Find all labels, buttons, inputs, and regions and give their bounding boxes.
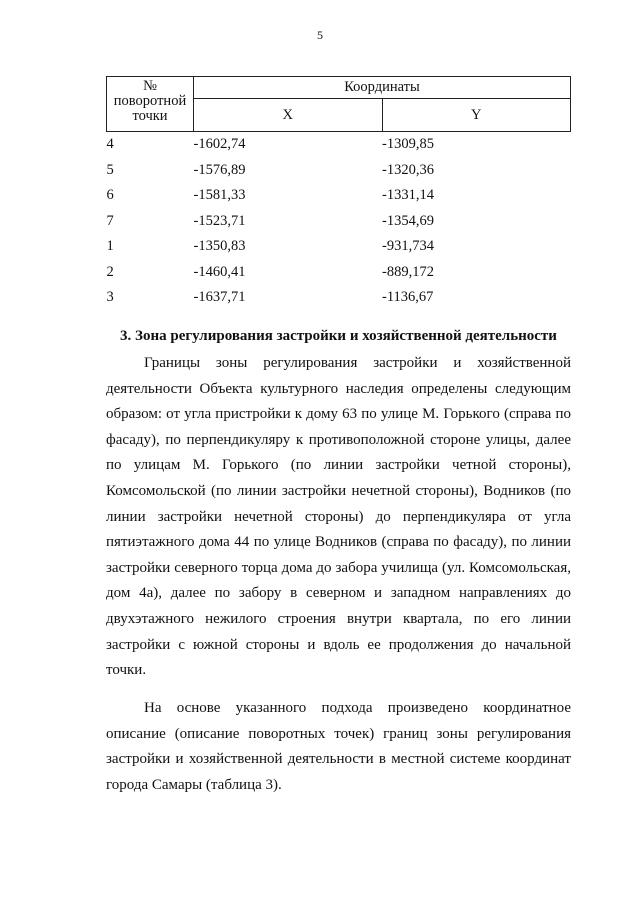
x-value: -1576,89: [193, 161, 246, 178]
x-value: -1460,41: [193, 263, 246, 280]
table-row: [107, 234, 571, 260]
x-value: -1581,33: [193, 187, 246, 204]
section-heading: 3. Зона регулирования застройки и хозяйственной деятельности: [120, 328, 557, 344]
table-row: [107, 209, 571, 235]
y-value: -1354,69: [382, 212, 434, 229]
table-row: [107, 158, 571, 184]
coordinates-header: Координаты: [194, 77, 571, 99]
y-value: -931,734: [382, 238, 434, 255]
y-value: -1136,67: [382, 289, 434, 306]
point-number: 3: [106, 289, 114, 306]
point-number: 4: [106, 136, 114, 153]
y-header: Y: [382, 99, 571, 132]
point-number: 7: [106, 212, 114, 229]
y-value: -889,172: [382, 263, 434, 280]
point-number: 1: [106, 238, 114, 255]
point-number: 5: [106, 161, 114, 178]
x-value: -1637,71: [193, 289, 246, 306]
x-value: -1523,71: [193, 212, 246, 229]
table-row: [107, 260, 571, 286]
point-number: 2: [106, 263, 114, 280]
point-number: 6: [106, 187, 114, 204]
boundary-description-paragraph: Границы зоны регулирования застройки и хозяйственной деятельности Объекта культурного наследия определены следующим образом: от угла пристройки к дому 63 по улице М. Горького (справа по фасаду), по перпендикуляру к противоположной стороне улицы, далее по улицам М. Горького (по линии застройки четной стороны), Комсомольской (по линии застройки нечетной стороны), Водников (по линии застройки нечетной стороны) до перпендикуляра от угла пятиэтажного дома 44 по улице Водников (справа по фасаду), по линии застройки северного торца дома до забора училища (ул. Комсомольская, дом 4а), далее по забору в северном и западном направлениях до двухэтажного нежилого строения внутри квартала, по его линии застройки с южной стороны и вдоль ее продолжения до начальной точки.: [106, 355, 571, 679]
x-value: -1350,83: [193, 238, 246, 255]
coordinates-table: [106, 76, 571, 311]
page-number: 5: [317, 28, 323, 42]
table-row: [107, 132, 571, 158]
x-header: X: [194, 99, 383, 132]
coordinate-method-paragraph: На основе указанного подхода произведено координатное описание (описание поворотных точек) границ зоны регулирования застройки и хозяйственной деятельности в местной системе координат города Самары (таблица 3).: [106, 700, 571, 793]
table-row: [107, 183, 571, 209]
point-number-header: № поворотной точки: [107, 77, 194, 132]
y-value: -1320,36: [382, 161, 434, 178]
y-value: -1309,85: [382, 136, 434, 153]
x-value: -1602,74: [193, 136, 246, 153]
table-row: [107, 285, 571, 311]
y-value: -1331,14: [382, 187, 434, 204]
